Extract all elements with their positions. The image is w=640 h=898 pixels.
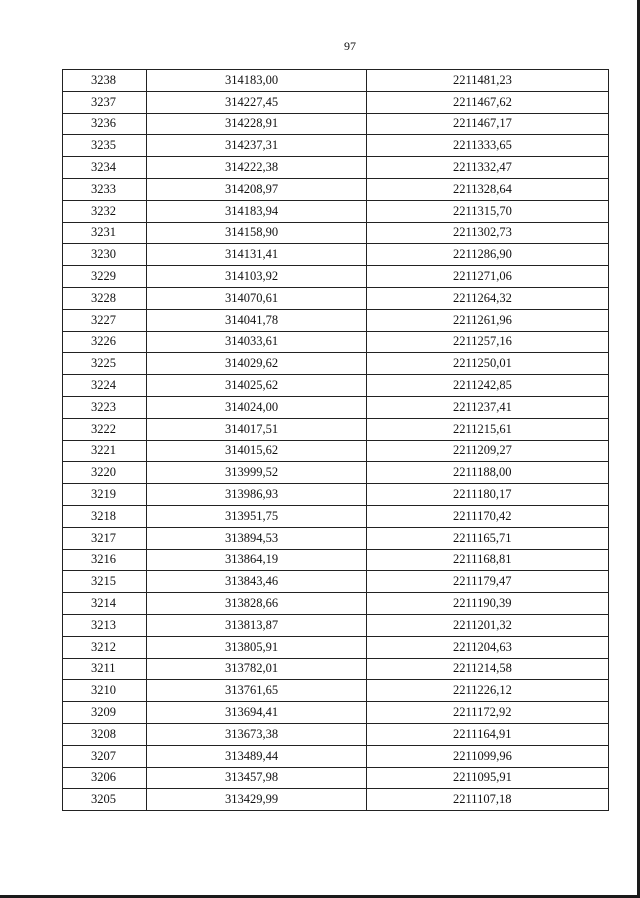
point-id-cell: 3232: [63, 200, 147, 222]
y-coordinate-cell: 2211095,91: [367, 767, 609, 789]
point-id-cell: 3233: [63, 178, 147, 200]
x-coordinate-cell: 314183,94: [147, 200, 367, 222]
point-id-cell: 3224: [63, 375, 147, 397]
point-id-cell: 3230: [63, 244, 147, 266]
x-coordinate-cell: 313951,75: [147, 505, 367, 527]
y-coordinate-cell: 2211209,27: [367, 440, 609, 462]
x-coordinate-cell: 314103,92: [147, 266, 367, 288]
x-coordinate-cell: 313761,65: [147, 680, 367, 702]
coordinates-table: [62, 69, 609, 811]
x-coordinate-cell: 314237,31: [147, 135, 367, 157]
table-row: [63, 396, 609, 418]
y-coordinate-cell: 2211328,64: [367, 178, 609, 200]
x-coordinate-cell: 314227,45: [147, 91, 367, 113]
table-row: [63, 636, 609, 658]
point-id-cell: 3231: [63, 222, 147, 244]
x-coordinate-cell: 314029,62: [147, 353, 367, 375]
x-coordinate-cell: 314158,90: [147, 222, 367, 244]
x-coordinate-cell: 313864,19: [147, 549, 367, 571]
point-id-cell: 3212: [63, 636, 147, 658]
table-row: [63, 91, 609, 113]
y-coordinate-cell: 2211286,90: [367, 244, 609, 266]
x-coordinate-cell: 313782,01: [147, 658, 367, 680]
y-coordinate-cell: 2211271,06: [367, 266, 609, 288]
point-id-cell: 3215: [63, 571, 147, 593]
x-coordinate-cell: 314024,00: [147, 396, 367, 418]
point-id-cell: 3223: [63, 396, 147, 418]
y-coordinate-cell: 2211215,61: [367, 418, 609, 440]
point-id-cell: 3236: [63, 113, 147, 135]
y-coordinate-cell: 2211170,42: [367, 505, 609, 527]
table-row: [63, 178, 609, 200]
y-coordinate-cell: 2211242,85: [367, 375, 609, 397]
point-id-cell: 3208: [63, 723, 147, 745]
x-coordinate-cell: 313457,98: [147, 767, 367, 789]
y-coordinate-cell: 2211264,32: [367, 287, 609, 309]
point-id-cell: 3216: [63, 549, 147, 571]
x-coordinate-cell: 313999,52: [147, 462, 367, 484]
y-coordinate-cell: 2211190,39: [367, 593, 609, 615]
table-row: [63, 505, 609, 527]
y-coordinate-cell: 2211214,58: [367, 658, 609, 680]
x-coordinate-cell: 314208,97: [147, 178, 367, 200]
table-row: [63, 440, 609, 462]
table-row: [63, 658, 609, 680]
table-row: [63, 680, 609, 702]
point-id-cell: 3234: [63, 157, 147, 179]
y-coordinate-cell: 2211107,18: [367, 789, 609, 811]
table-row: [63, 135, 609, 157]
y-coordinate-cell: 2211168,81: [367, 549, 609, 571]
table-row: [63, 200, 609, 222]
x-coordinate-cell: 314131,41: [147, 244, 367, 266]
point-id-cell: 3211: [63, 658, 147, 680]
point-id-cell: 3235: [63, 135, 147, 157]
table-row: [63, 375, 609, 397]
y-coordinate-cell: 2211332,47: [367, 157, 609, 179]
table-row: [63, 571, 609, 593]
x-coordinate-cell: 314041,78: [147, 309, 367, 331]
x-coordinate-cell: 313429,99: [147, 789, 367, 811]
y-coordinate-cell: 2211188,00: [367, 462, 609, 484]
table-row: [63, 418, 609, 440]
x-coordinate-cell: 313828,66: [147, 593, 367, 615]
x-coordinate-cell: 313843,46: [147, 571, 367, 593]
y-coordinate-cell: 2211099,96: [367, 745, 609, 767]
table-row: [63, 549, 609, 571]
y-coordinate-cell: 2211250,01: [367, 353, 609, 375]
point-id-cell: 3219: [63, 484, 147, 506]
x-coordinate-cell: 313813,87: [147, 614, 367, 636]
point-id-cell: 3225: [63, 353, 147, 375]
table-row: [63, 309, 609, 331]
point-id-cell: 3226: [63, 331, 147, 353]
point-id-cell: 3221: [63, 440, 147, 462]
table-row: [63, 789, 609, 811]
y-coordinate-cell: 2211302,73: [367, 222, 609, 244]
y-coordinate-cell: 2211226,12: [367, 680, 609, 702]
y-coordinate-cell: 2211481,23: [367, 70, 609, 92]
table-row: [63, 331, 609, 353]
y-coordinate-cell: 2211165,71: [367, 527, 609, 549]
table-row: [63, 287, 609, 309]
point-id-cell: 3228: [63, 287, 147, 309]
point-id-cell: 3229: [63, 266, 147, 288]
point-id-cell: 3210: [63, 680, 147, 702]
y-coordinate-cell: 2211333,65: [367, 135, 609, 157]
x-coordinate-cell: 314070,61: [147, 287, 367, 309]
x-coordinate-cell: 313805,91: [147, 636, 367, 658]
point-id-cell: 3227: [63, 309, 147, 331]
point-id-cell: 3205: [63, 789, 147, 811]
table-row: [63, 353, 609, 375]
y-coordinate-cell: 2211261,96: [367, 309, 609, 331]
table-row: [63, 222, 609, 244]
y-coordinate-cell: 2211201,32: [367, 614, 609, 636]
x-coordinate-cell: 313694,41: [147, 702, 367, 724]
point-id-cell: 3238: [63, 70, 147, 92]
point-id-cell: 3218: [63, 505, 147, 527]
x-coordinate-cell: 313894,53: [147, 527, 367, 549]
y-coordinate-cell: 2211237,41: [367, 396, 609, 418]
y-coordinate-cell: 2211179,47: [367, 571, 609, 593]
y-coordinate-cell: 2211257,16: [367, 331, 609, 353]
point-id-cell: 3217: [63, 527, 147, 549]
x-coordinate-cell: 314183,00: [147, 70, 367, 92]
x-coordinate-cell: 314222,38: [147, 157, 367, 179]
x-coordinate-cell: 313489,44: [147, 745, 367, 767]
point-id-cell: 3237: [63, 91, 147, 113]
y-coordinate-cell: 2211467,62: [367, 91, 609, 113]
table-row: [63, 113, 609, 135]
x-coordinate-cell: 314228,91: [147, 113, 367, 135]
table-row: [63, 484, 609, 506]
table-row: [63, 244, 609, 266]
point-id-cell: 3214: [63, 593, 147, 615]
x-coordinate-cell: 314017,51: [147, 418, 367, 440]
y-coordinate-cell: 2211315,70: [367, 200, 609, 222]
table-row: [63, 157, 609, 179]
y-coordinate-cell: 2211180,17: [367, 484, 609, 506]
x-coordinate-cell: 314015,62: [147, 440, 367, 462]
point-id-cell: 3222: [63, 418, 147, 440]
point-id-cell: 3220: [63, 462, 147, 484]
x-coordinate-cell: 313986,93: [147, 484, 367, 506]
table-row: [63, 723, 609, 745]
point-id-cell: 3206: [63, 767, 147, 789]
point-id-cell: 3213: [63, 614, 147, 636]
point-id-cell: 3207: [63, 745, 147, 767]
table-row: [63, 70, 609, 92]
y-coordinate-cell: 2211467,17: [367, 113, 609, 135]
point-id-cell: 3209: [63, 702, 147, 724]
table-row: [63, 462, 609, 484]
table-row: [63, 767, 609, 789]
table-row: [63, 593, 609, 615]
table-row: [63, 614, 609, 636]
table-row: [63, 745, 609, 767]
x-coordinate-cell: 313673,38: [147, 723, 367, 745]
table-row: [63, 527, 609, 549]
table-row: [63, 702, 609, 724]
y-coordinate-cell: 2211164,91: [367, 723, 609, 745]
x-coordinate-cell: 314033,61: [147, 331, 367, 353]
table-row: [63, 266, 609, 288]
y-coordinate-cell: 2211204,63: [367, 636, 609, 658]
x-coordinate-cell: 314025,62: [147, 375, 367, 397]
y-coordinate-cell: 2211172,92: [367, 702, 609, 724]
page-number: 97: [344, 39, 356, 53]
coordinates-table-body: [63, 70, 609, 811]
